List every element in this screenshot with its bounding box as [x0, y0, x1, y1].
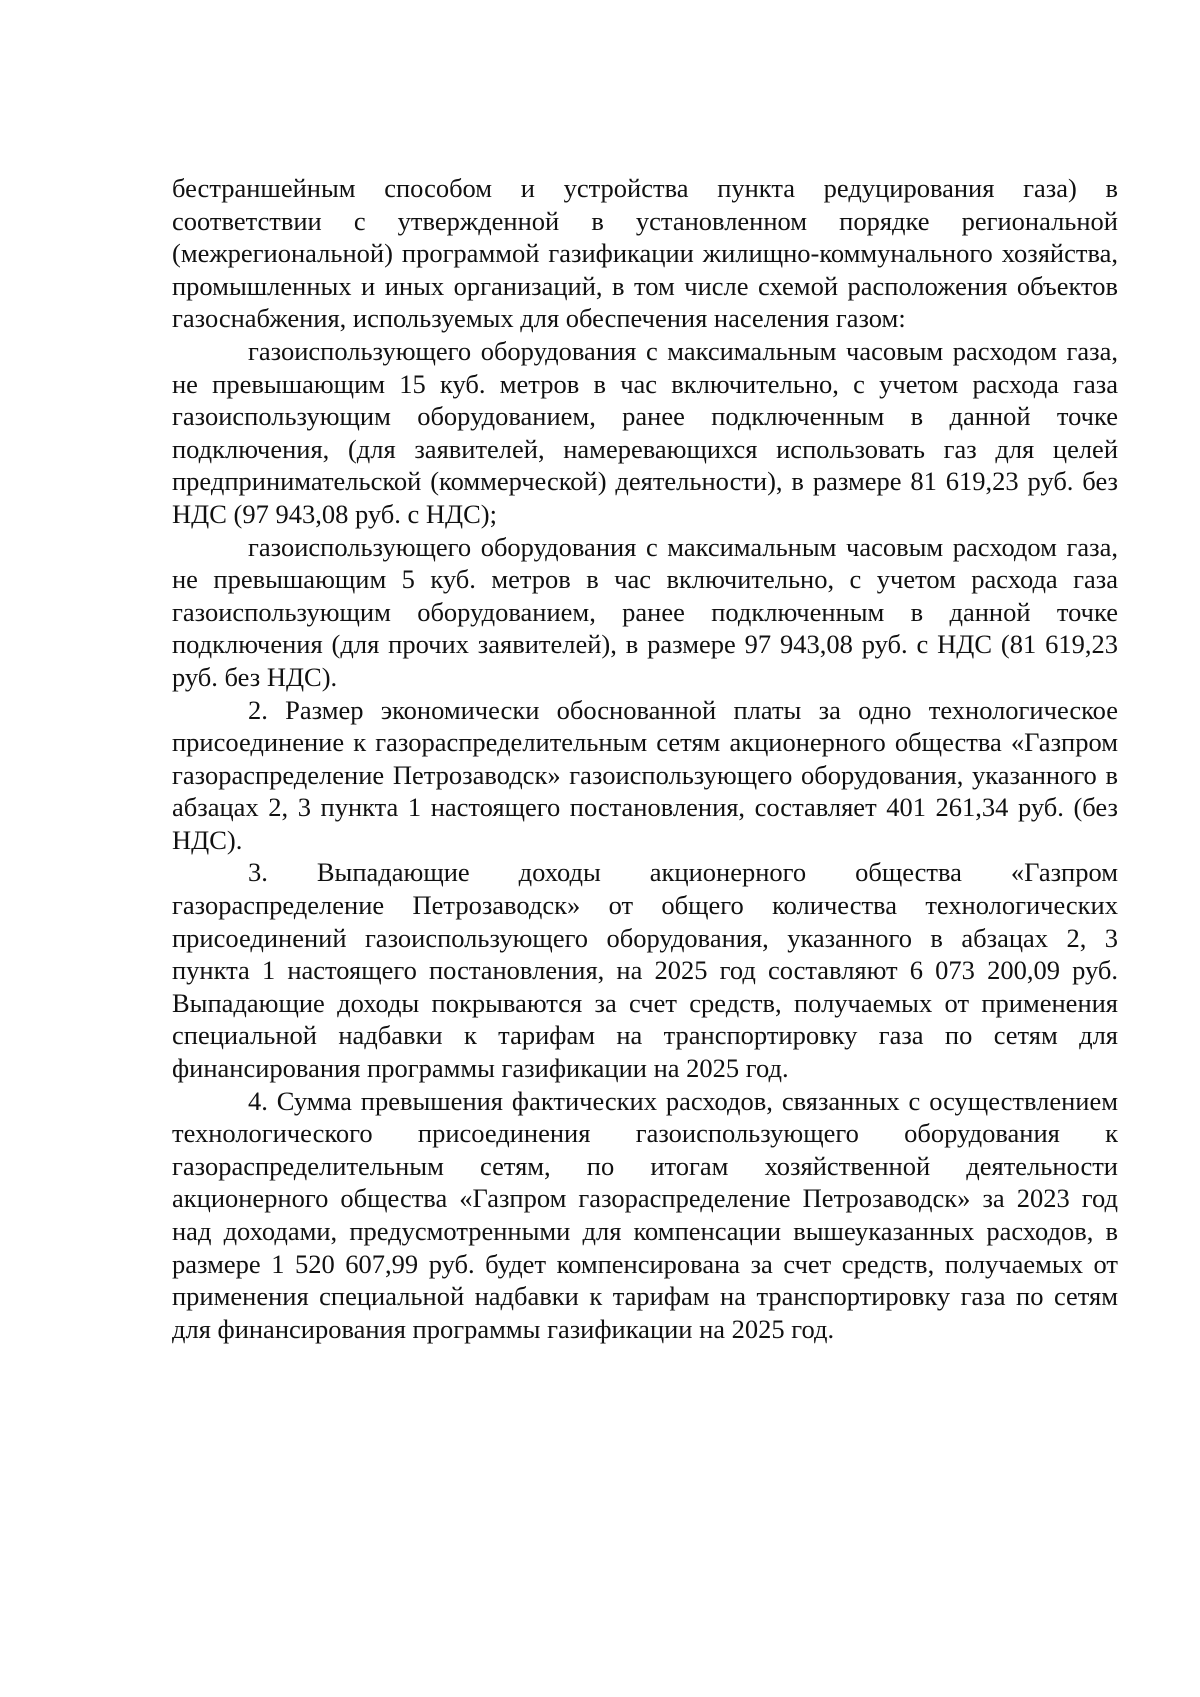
paragraph-continuation: бестраншейным способом и устройства пункта редуцирования газа) в соответствии с утвержденной в установленном порядке региональной (межрегиональной) программой газификации жилищно-коммунального хозяйства, промышленных и иных организаций, в том числе схемой расположения объектов газоснабжения, используемых для обеспечения населения газом: — [172, 173, 1118, 334]
paragraph-item-2: 2. Размер экономически обоснованной платы за одно технологическое присоединение к газораспределительным сетям акционерного общества «Газпром газораспределение Петрозаводск» газоиспользующего оборудования, указанного в абзацах 2, 3 пункта 1 настоящего постановления, составляет 401 261,34 руб. (без НДС). — [172, 694, 1118, 855]
paragraph-item-4: 4. Сумма превышения фактических расходов, связанных с осуществлением технологического присоединения газоиспользующего оборудования к газораспределительным сетям, по итогам хозяйственной деятельности акционерного общества «Газпром газораспределение Петрозаводск» за 2023 год над доходами, предусмотренными для компенсации вышеуказанных расходов, в размере 1 520 607,99 руб. будет компенсирована за счет средств, получаемых от применения специальной надбавки к тарифам на транспортировку газа по сетям для финансирования программы газификации на 2025 год. — [172, 1085, 1118, 1344]
document-page — [172, 172, 1118, 1345]
paragraph-equipment-15: газоиспользующего оборудования с максимальным часовым расходом газа, не превышающим 15 куб. метров в час включительно, с учетом расхода газа газоиспользующим оборудованием, ранее подключенным в данной точке подключения, (для заявителей, намеревающихся использовать газ для целей предпринимательской (коммерческой) деятельности), в размере 81 619,23 руб. без НДС (97 943,08 руб. с НДС); — [172, 335, 1118, 529]
paragraph-item-3: 3. Выпадающие доходы акционерного общества «Газпром газораспределение Петрозаводск» от общего количества технологических присоединений газоиспользующего оборудования, указанного в абзацах 2, 3 пункта 1 настоящего постановления, на 2025 год составляют 6 073 200,09 руб. Выпадающие доходы покрываются за счет средств, получаемых от применения специальной надбавки к тарифам на транспортировку газа по сетям для финансирования программы газификации на 2025 год. — [172, 857, 1118, 1084]
paragraph-equipment-5: газоиспользующего оборудования с максимальным часовым расходом газа, не превышающим 5 куб. метров в час включительно, с учетом расхода газа газоиспользующим оборудованием, ранее подключенным в данной точке подключения (для прочих заявителей), в размере 97 943,08 руб. с НДС (81 619,23 руб. без НДС). — [172, 531, 1118, 692]
